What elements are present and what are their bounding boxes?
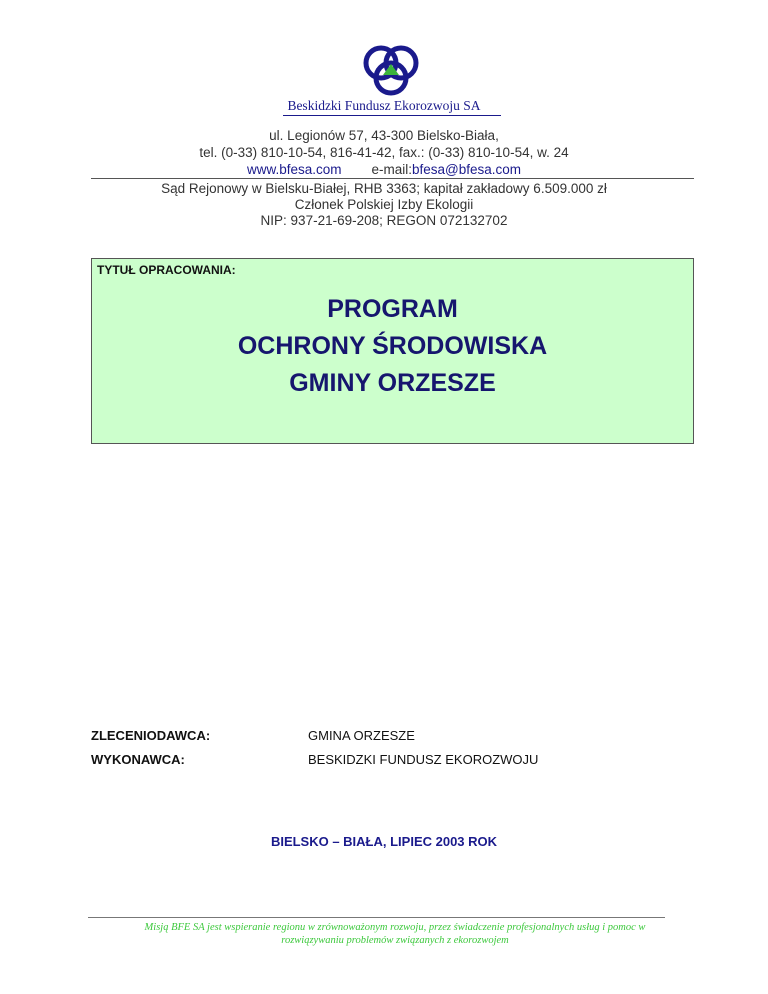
- title-line-2: OCHRONY ŚRODOWISKA: [237, 332, 548, 360]
- title-line-1: PROGRAM: [327, 295, 458, 323]
- address: ul. Legionów 57, 43-300 Bielsko-Biała,: [269, 128, 499, 143]
- tax-ids: NIP: 937-21-69-208; REGON 072132702: [260, 213, 508, 228]
- title-label: TYTUŁ OPRACOWANIA:: [97, 263, 236, 277]
- contractor-value: BESKIDZKI FUNDUSZ EKOROZWOJU: [308, 752, 539, 767]
- header-divider: [91, 178, 694, 179]
- membership-info: Członek Polskiej Izby Ekologii: [294, 197, 474, 212]
- client-value: GMINA ORZESZE: [308, 728, 415, 743]
- client-label: ZLECENIODAWCA:: [91, 728, 211, 743]
- contact-line: [0, 162, 768, 178]
- email-link[interactable]: bfesa@bfesa.com: [412, 162, 522, 177]
- footer-divider: [88, 917, 665, 918]
- contractor-label: WYKONAWCA:: [91, 752, 185, 767]
- registry-info: Sąd Rejonowy w Bielsku-Białej, RHB 3363; kapitał zakładowy 6.509.000 zł: [161, 181, 607, 196]
- mission-statement: [110, 921, 680, 947]
- org-name: Beskidzki Fundusz Ekorozwoju SA: [287, 98, 481, 113]
- website-link[interactable]: www.bfesa.com: [246, 162, 342, 177]
- org-name-underline: [283, 115, 501, 116]
- document-title: [92, 291, 693, 402]
- mission-line-2: rozwiązywaniu problemów związanych z ekorozwojem: [281, 935, 509, 946]
- phones: tel. (0-33) 810-10-54, 816-41-42, fax.: (0-33) 810-10-54, w. 24: [199, 145, 569, 160]
- title-box: [91, 258, 694, 444]
- bfe-logo: [359, 42, 423, 98]
- title-line-3: GMINY ORZESZE: [289, 369, 496, 397]
- place-date: BIELSKO – BIAŁA, LIPIEC 2003 ROK: [270, 834, 498, 849]
- mission-line-1: Misją BFE SA jest wspieranie regionu w zrównoważonym rozwoju, przez świadczenie profesjonalnych usług i pomoc w: [144, 922, 646, 933]
- email-label: e-mail:: [371, 162, 413, 177]
